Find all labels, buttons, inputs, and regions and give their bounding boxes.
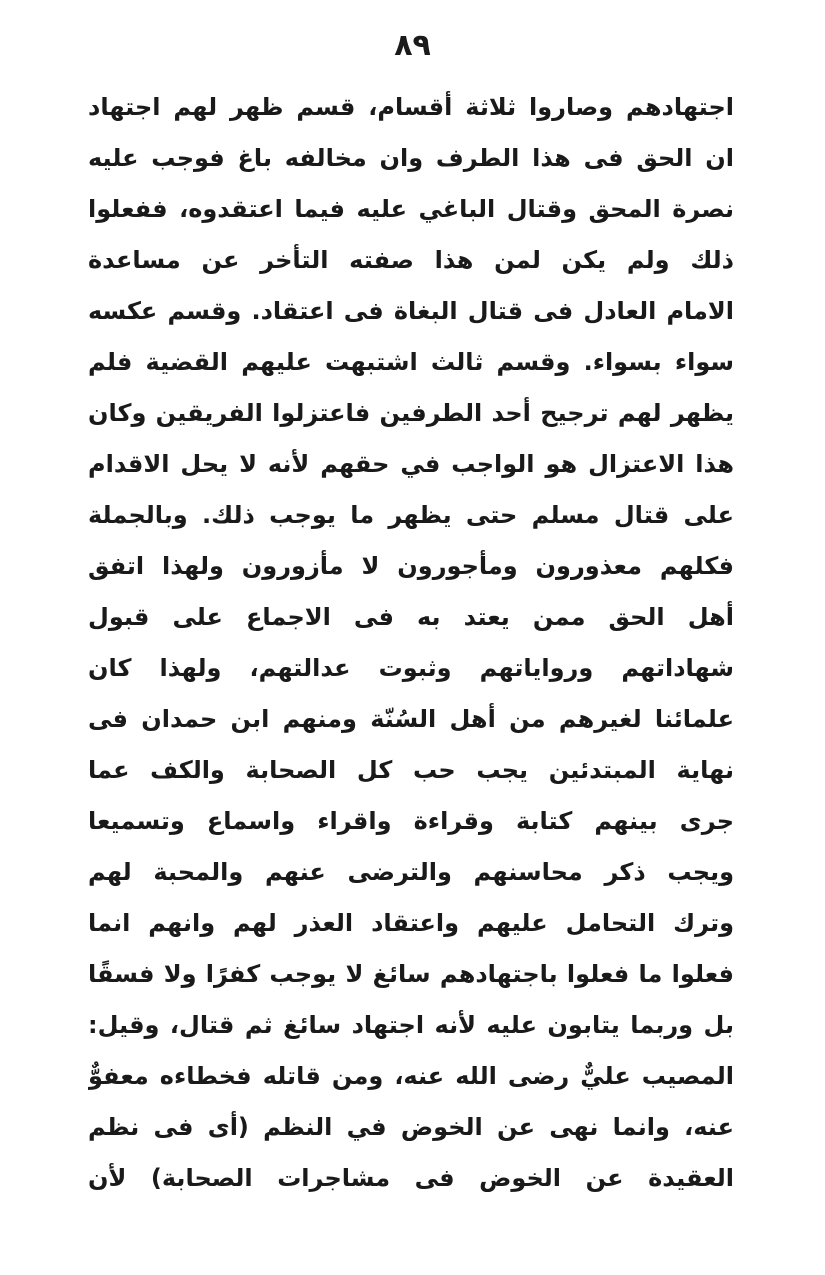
text-line: يظهر لهم ترجيح أحد الطرفين فاعتزلوا الفريقين وكان <box>88 399 734 427</box>
text-line: أهل الحق ممن يعتد به فى الاجماع على قبول <box>88 603 734 631</box>
text-line: على قتال مسلم حتى يظهر ما يوجب ذلك. وبالجملة <box>88 501 734 529</box>
text-line: جرى بينهم كتابة وقراءة واقراء واسماع وتسميعا <box>88 807 734 835</box>
text-line: سواء بسواء. وقسم ثالث اشتبهت عليهم القضية فلم <box>88 348 734 376</box>
text-line: شهاداتهم ورواياتهم وثبوت عدالتهم، ولهذا كان <box>88 654 734 682</box>
text-line: هذا الاعتزال هو الواجب في حقهم لأنه لا يحل الاقدام <box>88 450 734 478</box>
text-line: العقيدة عن الخوض فى مشاجرات الصحابة) لأن <box>88 1164 734 1192</box>
text-line: فكلهم معذورون ومأجورون لا مأزورون ولهذا اتفق <box>88 552 734 580</box>
text-line: نهاية المبتدئين يجب حب كل الصحابة والكف عما <box>88 756 734 784</box>
text-line: اجتهادهم وصاروا ثلاثة أقسام، قسم ظهر لهم اجتهاد <box>88 93 734 121</box>
text-line: علمائنا لغيرهم من أهل السُنّة ومنهم ابن حمدان فى <box>88 705 734 733</box>
text-line: ويجب ذكر محاسنهم والترضى عنهم والمحبة لهم <box>88 858 734 886</box>
page-text-body <box>88 82 734 1204</box>
text-line: المصيب عليٌّ رضى الله عنه، ومن قاتله فخطاءه معفوٌّ <box>88 1062 734 1090</box>
text-line: عنه، وانما نهى عن الخوض في النظم (أى فى نظم <box>88 1113 734 1141</box>
text-line: ذلك ولم يكن لمن هذا صفته التأخر عن مساعدة <box>88 246 734 274</box>
text-line: الامام العادل فى قتال البغاة فى اعتقاد. وقسم عكسه <box>88 297 734 325</box>
text-line: بل وربما يتابون عليه لأنه اجتهاد سائغ ثم قتال، وقيل: <box>88 1011 734 1039</box>
page-number: ٨٩ <box>394 28 431 63</box>
text-line: وترك التحامل عليهم واعتقاد العذر لهم وانهم انما <box>88 909 734 937</box>
text-line: ان الحق فى هذا الطرف وان مخالفه باغ فوجب عليه <box>88 144 734 172</box>
text-line: نصرة المحق وقتال الباغي عليه فيما اعتقدوه، ففعلوا <box>88 195 734 223</box>
text-line: فعلوا ما فعلوا باجتهادهم سائغ لا يوجب كفرًا ولا فسقًا <box>88 960 734 988</box>
